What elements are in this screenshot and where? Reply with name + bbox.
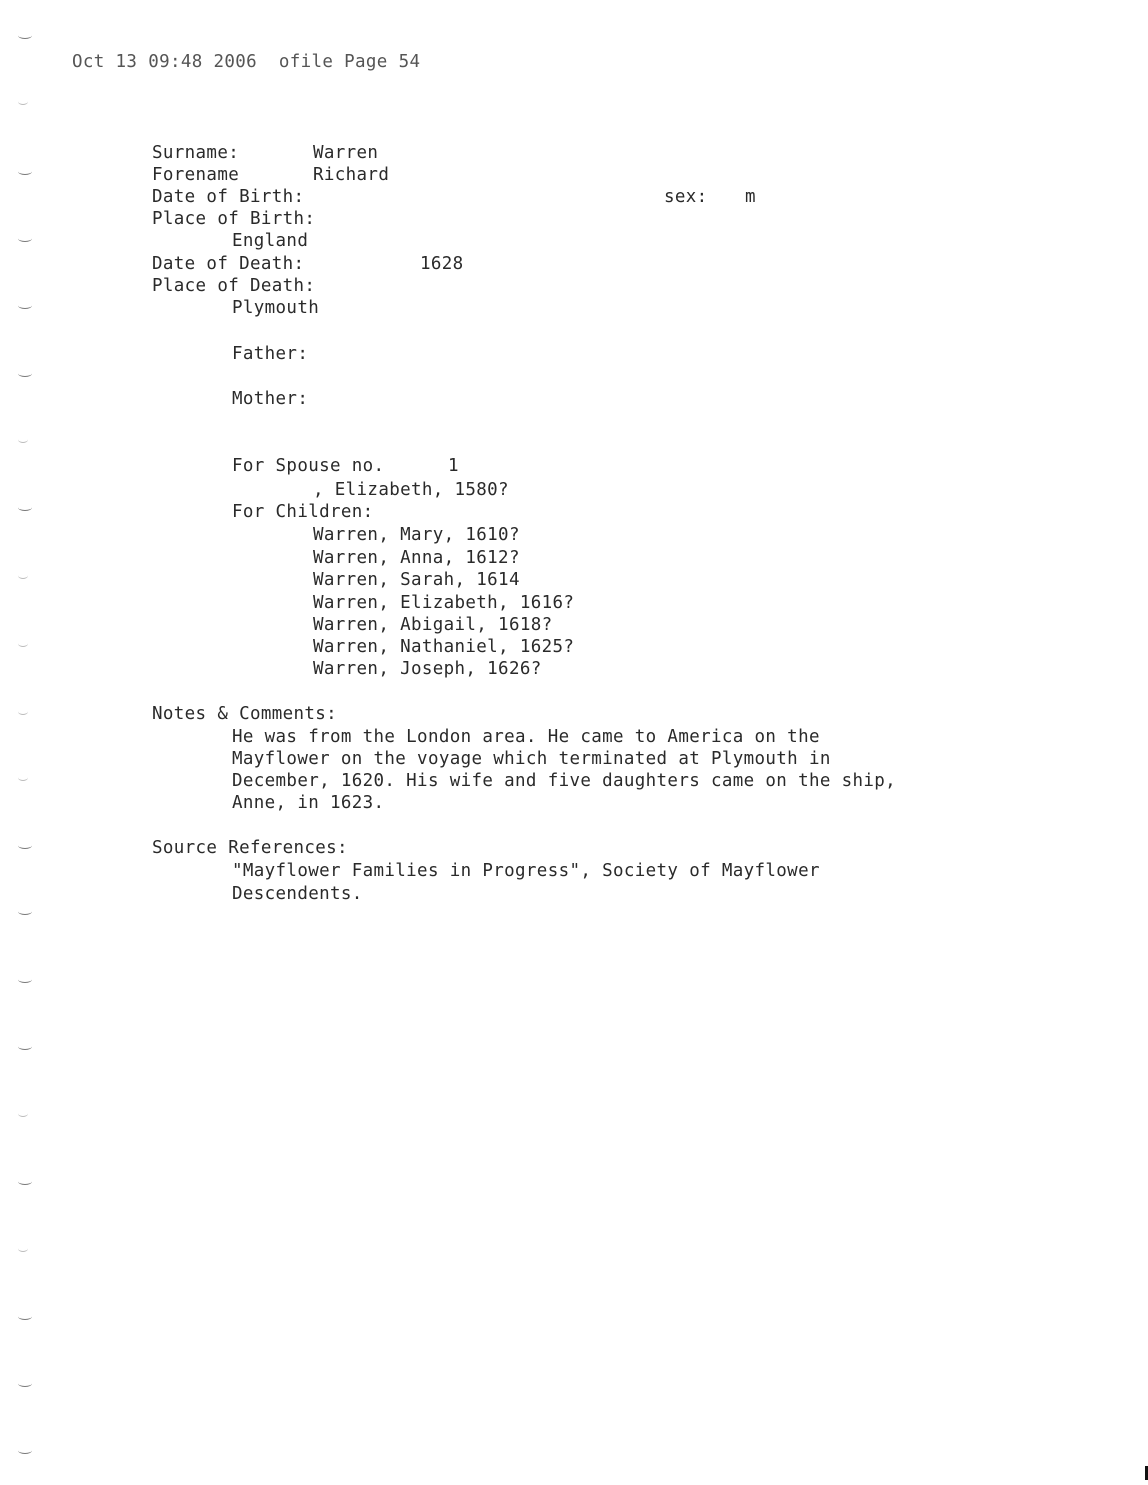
forename-label: Forename: [152, 165, 240, 185]
sex-label: sex:: [664, 187, 708, 207]
feed-mark: [18, 168, 32, 175]
child-entry: Warren, Elizabeth, 1616?: [313, 593, 575, 613]
feed-mark: [18, 976, 32, 983]
feed-mark: [18, 1380, 32, 1387]
feed-mark: [18, 640, 28, 647]
surname-label: Surname:: [152, 143, 240, 163]
forename-value: Richard: [313, 165, 390, 185]
sex-value: m: [745, 187, 756, 207]
feed-mark: [18, 708, 28, 715]
feed-mark: [18, 1110, 28, 1117]
feed-mark: [18, 572, 28, 579]
mother-label: Mother:: [232, 389, 309, 409]
child-entry: Warren, Joseph, 1626?: [313, 659, 542, 679]
spouse-label: For Spouse no.: [232, 456, 385, 476]
feed-mark: [18, 1043, 32, 1050]
feed-mark: [18, 774, 28, 781]
notes-line: He was from the London area. He came to America on the: [232, 727, 820, 747]
surname-value: Warren: [313, 143, 379, 163]
feed-mark: [18, 370, 32, 377]
notes-label: Notes & Comments:: [152, 704, 338, 724]
spouse-number: 1: [448, 456, 459, 476]
notes-line: December, 1620. His wife and five daughters came on the ship,: [232, 771, 897, 791]
feed-mark: [18, 235, 32, 242]
feed-mark: [18, 98, 28, 105]
notes-line: Mayflower on the voyage which terminated at Plymouth in: [232, 749, 831, 769]
children-label: For Children:: [232, 502, 374, 522]
spouse-value: , Elizabeth, 1580?: [313, 480, 509, 500]
feed-mark: [18, 908, 32, 915]
feed-mark: [18, 436, 28, 443]
pod-label: Place of Death:: [152, 276, 316, 296]
father-label: Father:: [232, 344, 309, 364]
pob-label: Place of Birth:: [152, 209, 316, 229]
feed-mark: [18, 1245, 28, 1252]
feed-mark: [18, 1313, 32, 1320]
feed-mark: [18, 302, 32, 309]
feed-mark: [18, 504, 32, 511]
feed-mark: [18, 1447, 32, 1454]
feed-mark: [18, 1178, 32, 1185]
source-line: Descendents.: [232, 884, 363, 904]
feed-mark: [18, 842, 32, 849]
dob-label: Date of Birth:: [152, 187, 305, 207]
pob-value: England: [232, 231, 309, 251]
child-entry: Warren, Abigail, 1618?: [313, 615, 553, 635]
notes-line: Anne, in 1623.: [232, 793, 385, 813]
source-label: Source References:: [152, 838, 348, 858]
source-line: "Mayflower Families in Progress", Society of Mayflower: [232, 861, 820, 881]
child-entry: Warren, Mary, 1610?: [313, 525, 520, 545]
child-entry: Warren, Anna, 1612?: [313, 548, 520, 568]
page-header: Oct 13 09:48 2006 ofile Page 54: [72, 52, 421, 72]
dod-label: Date of Death:: [152, 254, 305, 274]
pod-value: Plymouth: [232, 298, 320, 318]
child-entry: Warren, Sarah, 1614: [313, 570, 520, 590]
feed-mark: [18, 32, 32, 39]
child-entry: Warren, Nathaniel, 1625?: [313, 637, 575, 657]
dod-value: 1628: [420, 254, 464, 274]
